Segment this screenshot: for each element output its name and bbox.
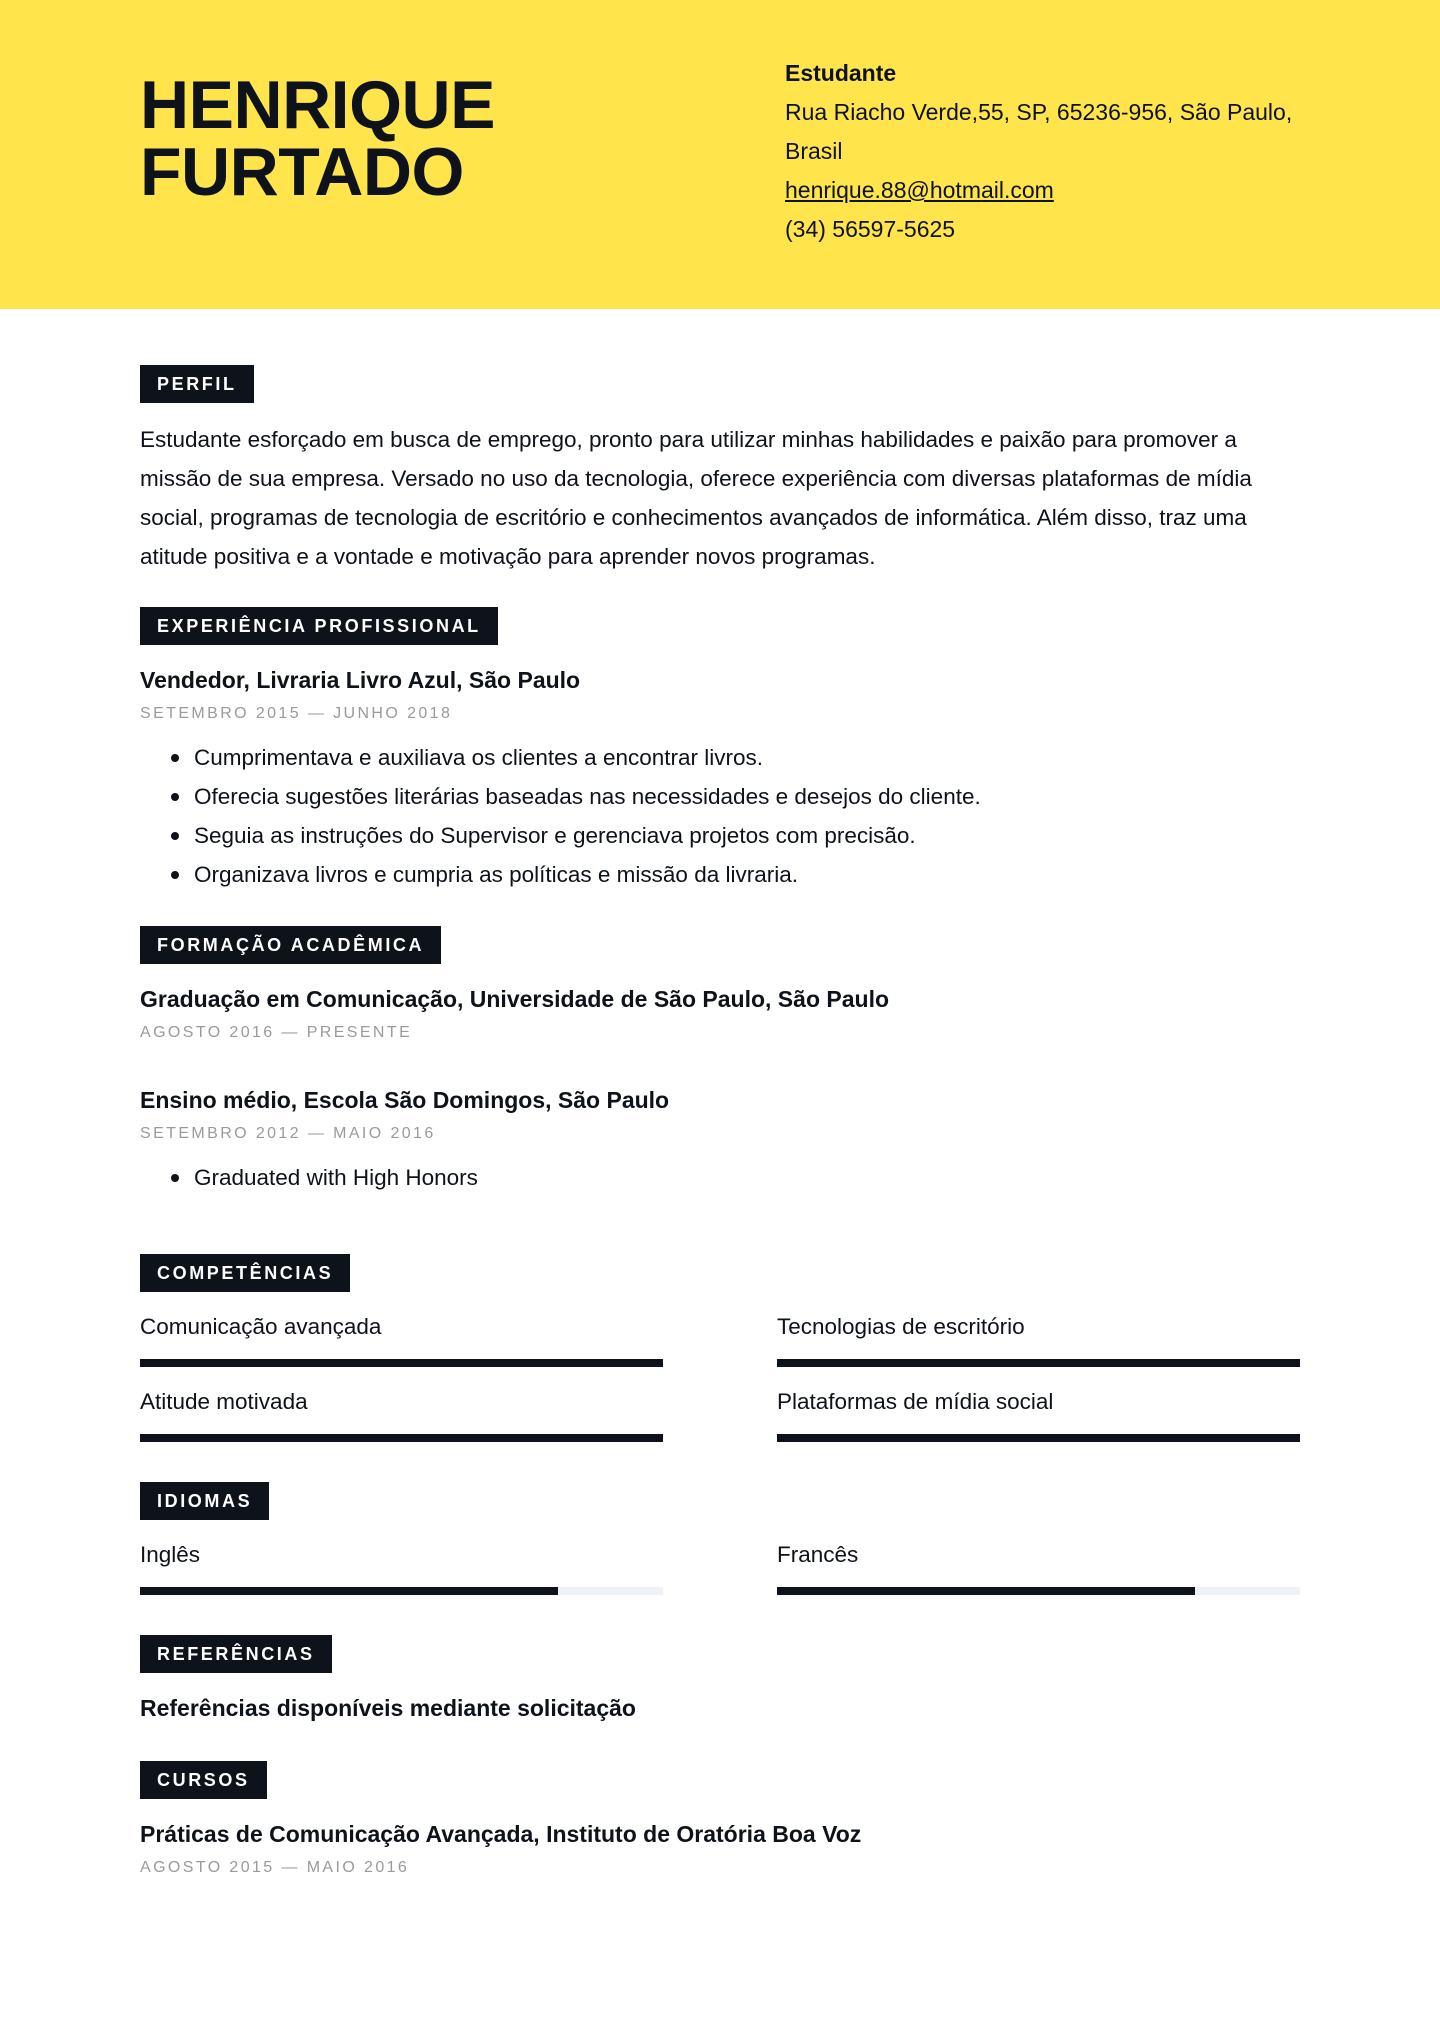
list-item: Graduated with High Honors (168, 1158, 478, 1197)
course-title: Práticas de Comunicação Avançada, Instituto de Oratória Boa Voz (140, 1821, 862, 1847)
skill-label: Plataformas de mídia social (777, 1389, 1054, 1414)
education-title: Ensino médio, Escola São Domingos, São Paulo (140, 1087, 670, 1113)
section-heading-skills: COMPETÊNCIAS (140, 1254, 350, 1292)
resume-header (0, 0, 1440, 309)
language-level-bar (777, 1587, 1300, 1595)
language-level-fill (140, 1587, 558, 1595)
education-bullets (168, 1158, 478, 1197)
education-dates: SETEMBRO 2012 — MAIO 2016 (140, 1125, 436, 1142)
language-item (140, 1540, 663, 1570)
skill-level-bar (777, 1434, 1300, 1442)
language-level-fill (777, 1587, 1195, 1595)
references-text: Referências disponíveis mediante solicitação (140, 1695, 636, 1721)
profile-line: Estudante esforçado em busca de emprego, pronto para utilizar minhas habilidades e paixão para promover a (140, 427, 1237, 452)
profile-summary (140, 420, 1300, 576)
skill-label: Atitude motivada (140, 1389, 308, 1414)
skill-item (777, 1387, 1300, 1417)
experience-title: Vendedor, Livraria Livro Azul, São Paulo (140, 667, 581, 693)
skill-label: Comunicação avançada (140, 1314, 382, 1339)
list-item: Organizava livros e cumpria as políticas e missão da livraria. (168, 855, 981, 894)
email-link[interactable]: henrique.88@hotmail.com (785, 177, 1054, 203)
language-item (777, 1540, 1300, 1570)
skill-level-bar (777, 1359, 1300, 1367)
section-heading-courses: CURSOS (140, 1761, 267, 1799)
skill-item (140, 1312, 663, 1342)
section-heading-languages: IDIOMAS (140, 1482, 269, 1520)
job-role: Estudante (785, 60, 897, 86)
skill-item (777, 1312, 1300, 1342)
experience-bullets (168, 738, 981, 894)
skill-level-fill (140, 1359, 663, 1367)
list-item: Cumprimentava e auxiliava os clientes a encontrar livros. (168, 738, 981, 777)
course-dates: AGOSTO 2015 — MAIO 2016 (140, 1859, 410, 1876)
language-label: Francês (777, 1542, 859, 1567)
section-heading-experience: EXPERIÊNCIA PROFISSIONAL (140, 607, 498, 645)
skill-level-fill (777, 1434, 1300, 1442)
name-line-1: HENRIQUE (140, 67, 495, 143)
address-line-2: Brasil (785, 138, 843, 164)
section-heading-education: FORMAÇÃO ACADÊMICA (140, 926, 441, 964)
profile-line: missão de sua empresa. Versado no uso da tecnologia, oferece experiência com diversas plataformas de mídia (140, 466, 1252, 491)
skill-level-bar (140, 1359, 663, 1367)
skill-level-bar (140, 1434, 663, 1442)
list-item: Seguia as instruções do Supervisor e gerenciava projetos com precisão. (168, 816, 981, 855)
candidate-name (140, 67, 495, 210)
language-label: Inglês (140, 1542, 201, 1567)
language-level-bar (140, 1587, 663, 1595)
education-title: Graduação em Comunicação, Universidade de São Paulo, São Paulo (140, 986, 890, 1012)
profile-line: atitude positiva e a vontade e motivação para aprender novos programas. (140, 544, 876, 569)
skill-level-fill (777, 1359, 1300, 1367)
section-heading-profile: PERFIL (140, 365, 254, 403)
skill-item (140, 1387, 663, 1417)
phone-number: (34) 56597-5625 (785, 216, 956, 242)
name-line-2: FURTADO (140, 134, 464, 210)
contact-block (785, 54, 1345, 249)
skill-label: Tecnologias de escritório (777, 1314, 1025, 1339)
education-dates: AGOSTO 2016 — PRESENTE (140, 1024, 413, 1041)
experience-dates: SETEMBRO 2015 — JUNHO 2018 (140, 705, 453, 722)
address-line-1: Rua Riacho Verde,55, SP, 65236-956, São Paulo, (785, 99, 1293, 125)
profile-line: social, programas de tecnologia de escritório e conhecimentos avançados de informática. Além disso, traz uma (140, 505, 1247, 530)
section-heading-references: REFERÊNCIAS (140, 1635, 332, 1673)
skill-level-fill (140, 1434, 663, 1442)
list-item: Oferecia sugestões literárias baseadas nas necessidades e desejos do cliente. (168, 777, 981, 816)
